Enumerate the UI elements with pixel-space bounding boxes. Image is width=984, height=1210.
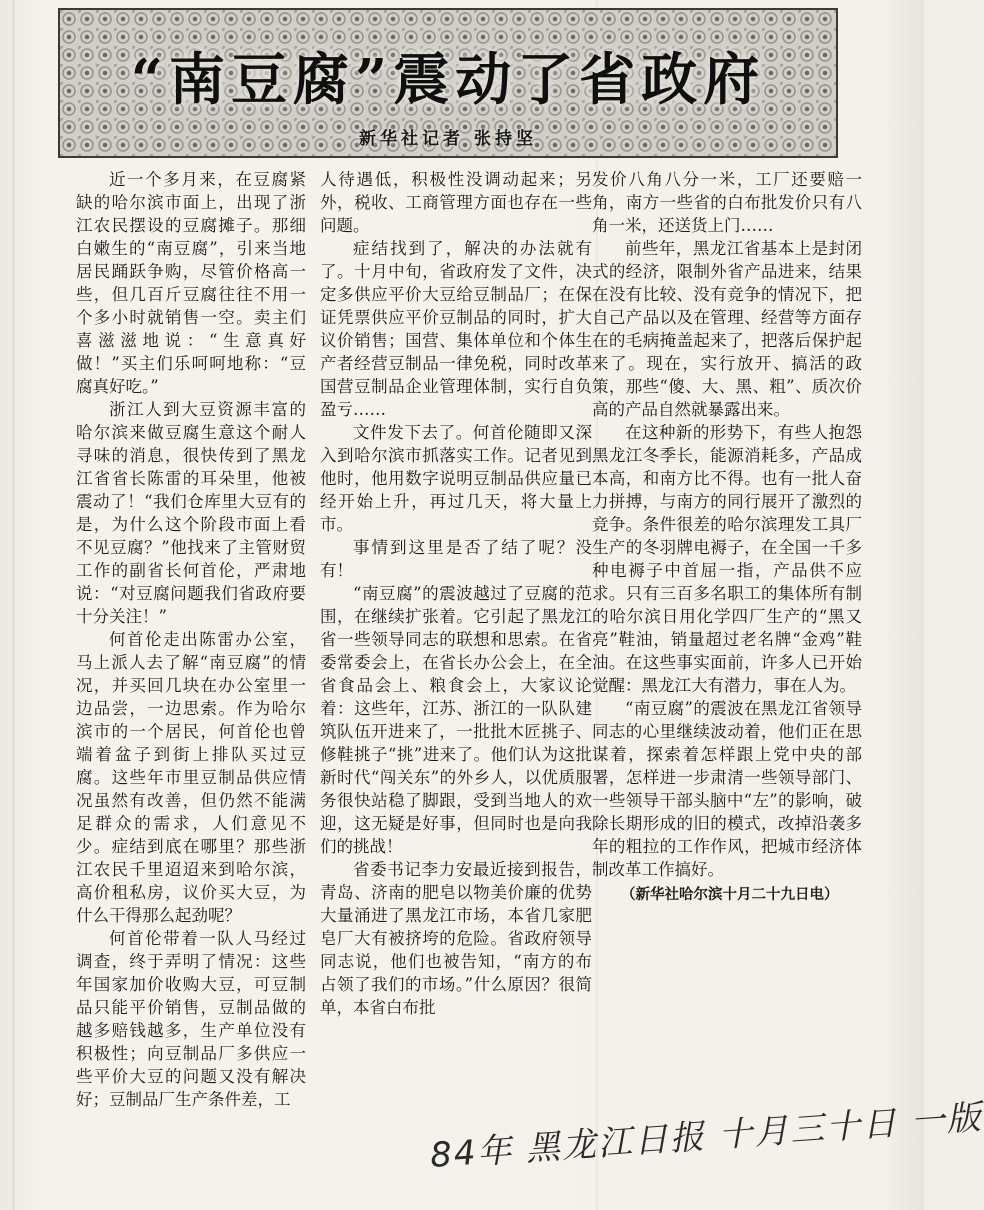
headline-banner: [58, 8, 838, 158]
byline: 新华社记者 张持坚: [359, 129, 537, 149]
paragraph: 何首伦走出陈雷办公室，马上派人去了解“南豆腐”的情况，并买回几块在办公室里一边品尝，一边思索。作为哈尔滨市的一个居民，何首伦也曾端着盆子到街上排队买过豆腐。这些年市里豆制品供应情况虽然有改善，但仍然不能满足群众的需求，人们意见不少。症结到底在哪里？那些浙江农民千里迢迢来到哈尔滨，高价租私房，议价买大豆，为什么干得那么起劲呢？: [76, 630, 306, 925]
paragraph: 省委书记李力安最近接到报告，青岛、济南的肥皂以物美价廉的优势大量涌进了黑龙江市场，本省几家肥皂厂大有被挤垮的危险。省政府领导同志说，他们也被告知，“南方的布占领了我们的市场。”什么原因？很简单，本省白布批: [320, 860, 592, 1017]
paragraph: 发价八角八分一米，工厂还要赔一角，南方一些省的白布批发价只有八角一米，还送货上门……: [592, 170, 862, 235]
paragraph: 事情到这里是否了结了呢？没有！: [320, 538, 592, 580]
paragraph: 在这种新的形势下，有些人抱怨黑龙江冬季长，能源消耗多，产品成本高，和南方比不得。也有一批人奋力拼搏，与南方的同行展开了激烈的竞争。条件很差的哈尔滨理发工具厂生产的冬羽牌电褥子，在全国一千多种电褥子中首屈一指，产品供不应求。只有三百多名职工的集体所有制的哈尔滨日用化学四厂生产的“黑又亮”鞋油，销量超过老名牌“金鸡”鞋油。在这些事实面前，许多人已开始觉醒：黑龙江大有潜力，事在人为。: [592, 423, 862, 695]
paragraph: “南豆腐”的震波越过了豆腐的范围，在继续扩张着。它引起了黑龙江省一些领导同志的联想和思索。在省委常委会上，在省长办公会上，在全省食品会上、粮食会上，大家议论着：这些年，江苏、浙江的一队队建筑队伍开进来了，一批批木匠挑子、修鞋挑子“挑”进来了。他们认为这批新时代“闯关东”的外乡人，以优质服务很快站稳了脚跟，受到当地人的欢迎，这无疑是好事，但同时也是向我们的挑战！: [320, 584, 592, 856]
paragraph: 何首伦带着一队人马经过调查，终于弄明了情况：这些年国家加价收购大豆，可豆制品只能平价销售，豆制品做的越多赔钱越多，生产单位没有积极性；向豆制品厂多供应一些平价大豆的问题又没有解决好；豆制品厂生产条件差，工: [76, 929, 306, 1109]
article-column-2: [320, 168, 592, 1019]
paragraph: 症结找到了，解决的办法就有了。十月中旬，省政府发了文件，决定多供应平价大豆给豆制品厂；在保证凭票供应平价豆制品的同时，扩大议价销售；国营、集体单位和个体生产者经营豆制品一律免税，同时改革国营豆制品企业管理体制，实行自负盈亏……: [320, 239, 592, 419]
paragraph: 人待遇低，积极性没调动起来；另外，税收、工商管理方面也存在一些问题。: [320, 170, 592, 235]
paragraph: 文件发下去了。何首伦随即又深入到哈尔滨市抓落实工作。记者见到他时，他用数字说明豆制品供应量已经开始上升，再过几天，将大量上市。: [320, 423, 592, 534]
dateline: （新华社哈尔滨十月二十九日电）: [621, 886, 839, 903]
paragraph: 前些年，黑龙江省基本上是封闭式的经济，限制外省产品进来，结果在没有比较、没有竞争的情况下，把自己产品以及在管理、经营等方面存在的毛病掩盖起来了，把落后保护起来了。现在，实行放开、搞活的政策，那些“傻、大、黑、粗”、质次价高的产品自然就暴露出来。: [592, 239, 862, 419]
article-column-1: [76, 168, 306, 1111]
headline: “南豆腐”震动了省政府: [130, 47, 766, 113]
paragraph: 浙江人到大豆资源丰富的哈尔滨来做豆腐生意这个耐人寻味的消息，很快传到了黑龙江省省长陈雷的耳朵里，他被震动了！“我们仓库里大豆有的是，为什么这个阶段市面上看不见豆腐？”他找来了主管财贸工作的副省长何首伦，严肃地说：“对豆腐问题我们省政府要十分关注！”: [76, 400, 306, 626]
article-column-3: [592, 168, 862, 907]
paper-crease: [12, 0, 15, 1210]
paragraph: 近一个多月来，在豆腐紧缺的哈尔滨市面上，出现了浙江农民摆设的豆腐摊子。那细白嫩生的“南豆腐”，引来当地居民踊跃争购，尽管价格高一些，但几百斤豆腐往往不用一个多小时就销售一空。卖主们喜滋滋地说：“生意真好做！”买主们乐呵呵地称：“豆腐真好吃。”: [76, 170, 306, 396]
handwritten-note: 84年 黑龙江日报 十月三十日 一版: [428, 1097, 984, 1176]
paragraph: “南豆腐”的震波在黑龙江省领导同志的心里继续波动着，他们正在思谋着，探索着怎样跟上党中央的部署，怎样进一步肃清一些领导部门、一些领导干部头脑中“左”的影响，破除长期形成的旧的模式，改掉沿袭多年的粗拉的工作作风，把城市经济体制改革工作搞好。: [592, 699, 862, 879]
